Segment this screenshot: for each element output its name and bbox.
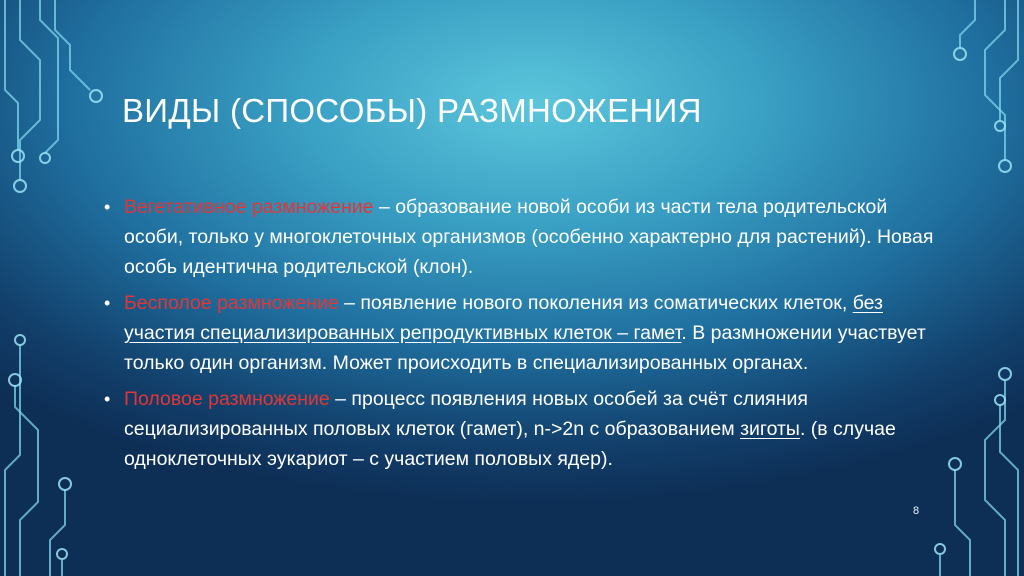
slide-content bbox=[102, 192, 942, 480]
underlined-zygote: зиготы bbox=[740, 418, 800, 440]
list-item-sexual bbox=[102, 384, 942, 474]
definition-asexual-part2: . В размножении участвует только один организм. Может происходить в специализированных органах. bbox=[124, 322, 926, 374]
underlined-asexual: без участия специализированных репродуктивных клеток – гамет bbox=[124, 292, 883, 344]
bullet-icon: • bbox=[104, 293, 111, 313]
slide-title: ВИДЫ (СПОСОБЫ) РАЗМНОЖЕНИЯ bbox=[122, 92, 702, 129]
definition-sexual-part2: . (в случае одноклеточных эукариот – с участием половых ядер). bbox=[124, 418, 896, 470]
bullet-icon: • bbox=[104, 197, 111, 217]
term-vegetative: Вегетативное размножение bbox=[124, 196, 374, 218]
list-item-vegetative bbox=[102, 192, 942, 282]
bullet-icon: • bbox=[104, 389, 111, 409]
definition-sexual-part1: – процесс появления новых особей за счёт слияния сециализированных половых клеток (гамет), n->2n с образованием bbox=[124, 388, 808, 440]
definition-asexual-part1: – появление нового поколения из соматических клеток, bbox=[338, 292, 848, 314]
term-sexual: Половое размножение bbox=[124, 388, 330, 410]
page-number: 8 bbox=[913, 505, 920, 517]
list-item-asexual bbox=[102, 288, 942, 378]
term-asexual: Бесполое размножение bbox=[124, 292, 339, 314]
definition-vegetative: – образование новой особи из части тела родительской особи, только у многоклеточных организмов (особенно характерно для растений). Новая особь идентична родительской (клон). bbox=[124, 196, 934, 278]
